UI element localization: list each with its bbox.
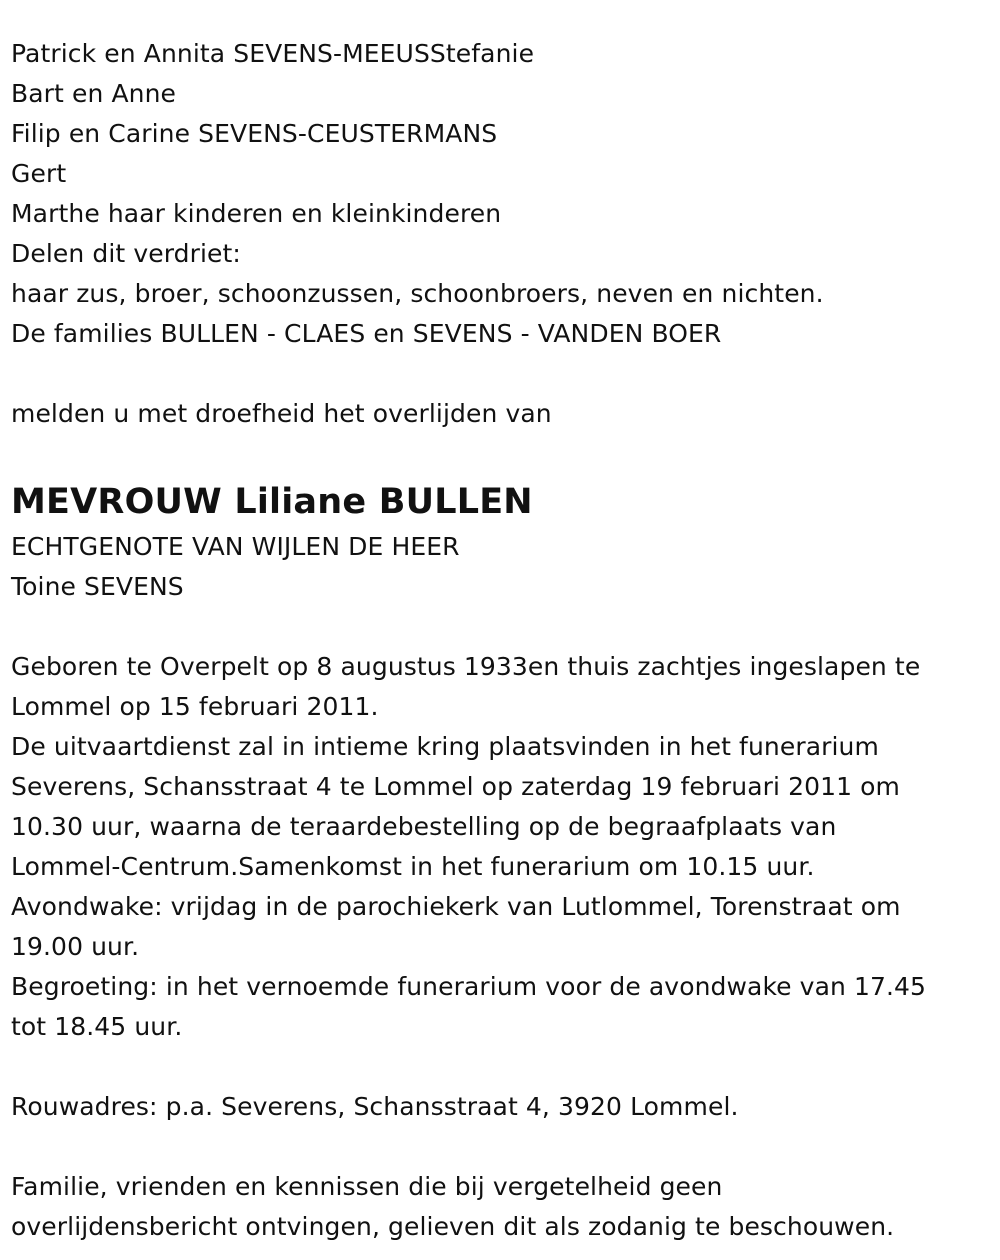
details-line: Begroeting: in het vernoemde funerarium voor de avondwake van 17.45 xyxy=(11,972,927,1001)
mourning-address: Rouwadres: p.a. Severens, Schansstraat 4, 3920 Lommel. xyxy=(11,1092,739,1121)
spacer xyxy=(11,354,986,394)
details-line: Severens, Schansstraat 4 te Lommel op zaterdag 19 februari 2011 om xyxy=(11,772,901,801)
details-line: Lommel-Centrum.Samenkomst in het funerarium om 10.15 uur. xyxy=(11,852,815,881)
deceased-spouse: Toine SEVENS xyxy=(11,572,184,601)
family-line: Marthe haar kinderen en kleinkinderen xyxy=(11,199,502,228)
closing-line: Familie, vrienden en kennissen die bij vergetelheid geen xyxy=(11,1172,723,1201)
closing-line: overlijdensbericht ontvingen, gelieven dit als zodanig te beschouwen. xyxy=(11,1212,895,1241)
details-line: Geboren te Overpelt op 8 augustus 1933en thuis zachtjes ingeslapen te xyxy=(11,652,921,681)
families-section xyxy=(11,34,986,354)
family-line: Patrick en Annita SEVENS-MEEUSStefanie xyxy=(11,39,535,68)
spacer xyxy=(11,1127,986,1167)
details-line: 10.30 uur, waarna de teraardebestelling op de begraafplaats van xyxy=(11,812,837,841)
details-line: Lommel op 15 februari 2011. xyxy=(11,692,379,721)
deceased-section xyxy=(11,477,986,607)
spacer xyxy=(11,607,986,647)
details-line: De uitvaartdienst zal in intieme kring plaatsvinden in het funerarium xyxy=(11,732,879,761)
spacer xyxy=(11,434,986,476)
deceased-name: MEVROUW Liliane BULLEN xyxy=(11,482,533,522)
closing-section xyxy=(11,1167,986,1247)
family-line: Delen dit verdriet: xyxy=(11,239,241,268)
announcement-text: melden u met droefheid het overlijden van xyxy=(11,399,552,428)
details-section xyxy=(11,647,986,1047)
details-line: Avondwake: vrijdag in de parochiekerk van Lutlommel, Torenstraat om xyxy=(11,892,901,921)
family-line: De families BULLEN - CLAES en SEVENS - VANDEN BOER xyxy=(11,319,722,348)
obituary-document xyxy=(11,34,986,1247)
details-line: 19.00 uur. xyxy=(11,932,140,961)
family-line: haar zus, broer, schoonzussen, schoonbroers, neven en nichten. xyxy=(11,279,824,308)
family-line: Filip en Carine SEVENS-CEUSTERMANS xyxy=(11,119,498,148)
family-line: Gert xyxy=(11,159,67,188)
family-line: Bart en Anne xyxy=(11,79,177,108)
spacer xyxy=(11,1047,986,1087)
details-line: tot 18.45 uur. xyxy=(11,1012,183,1041)
deceased-relation: ECHTGENOTE VAN WIJLEN DE HEER xyxy=(11,532,460,561)
